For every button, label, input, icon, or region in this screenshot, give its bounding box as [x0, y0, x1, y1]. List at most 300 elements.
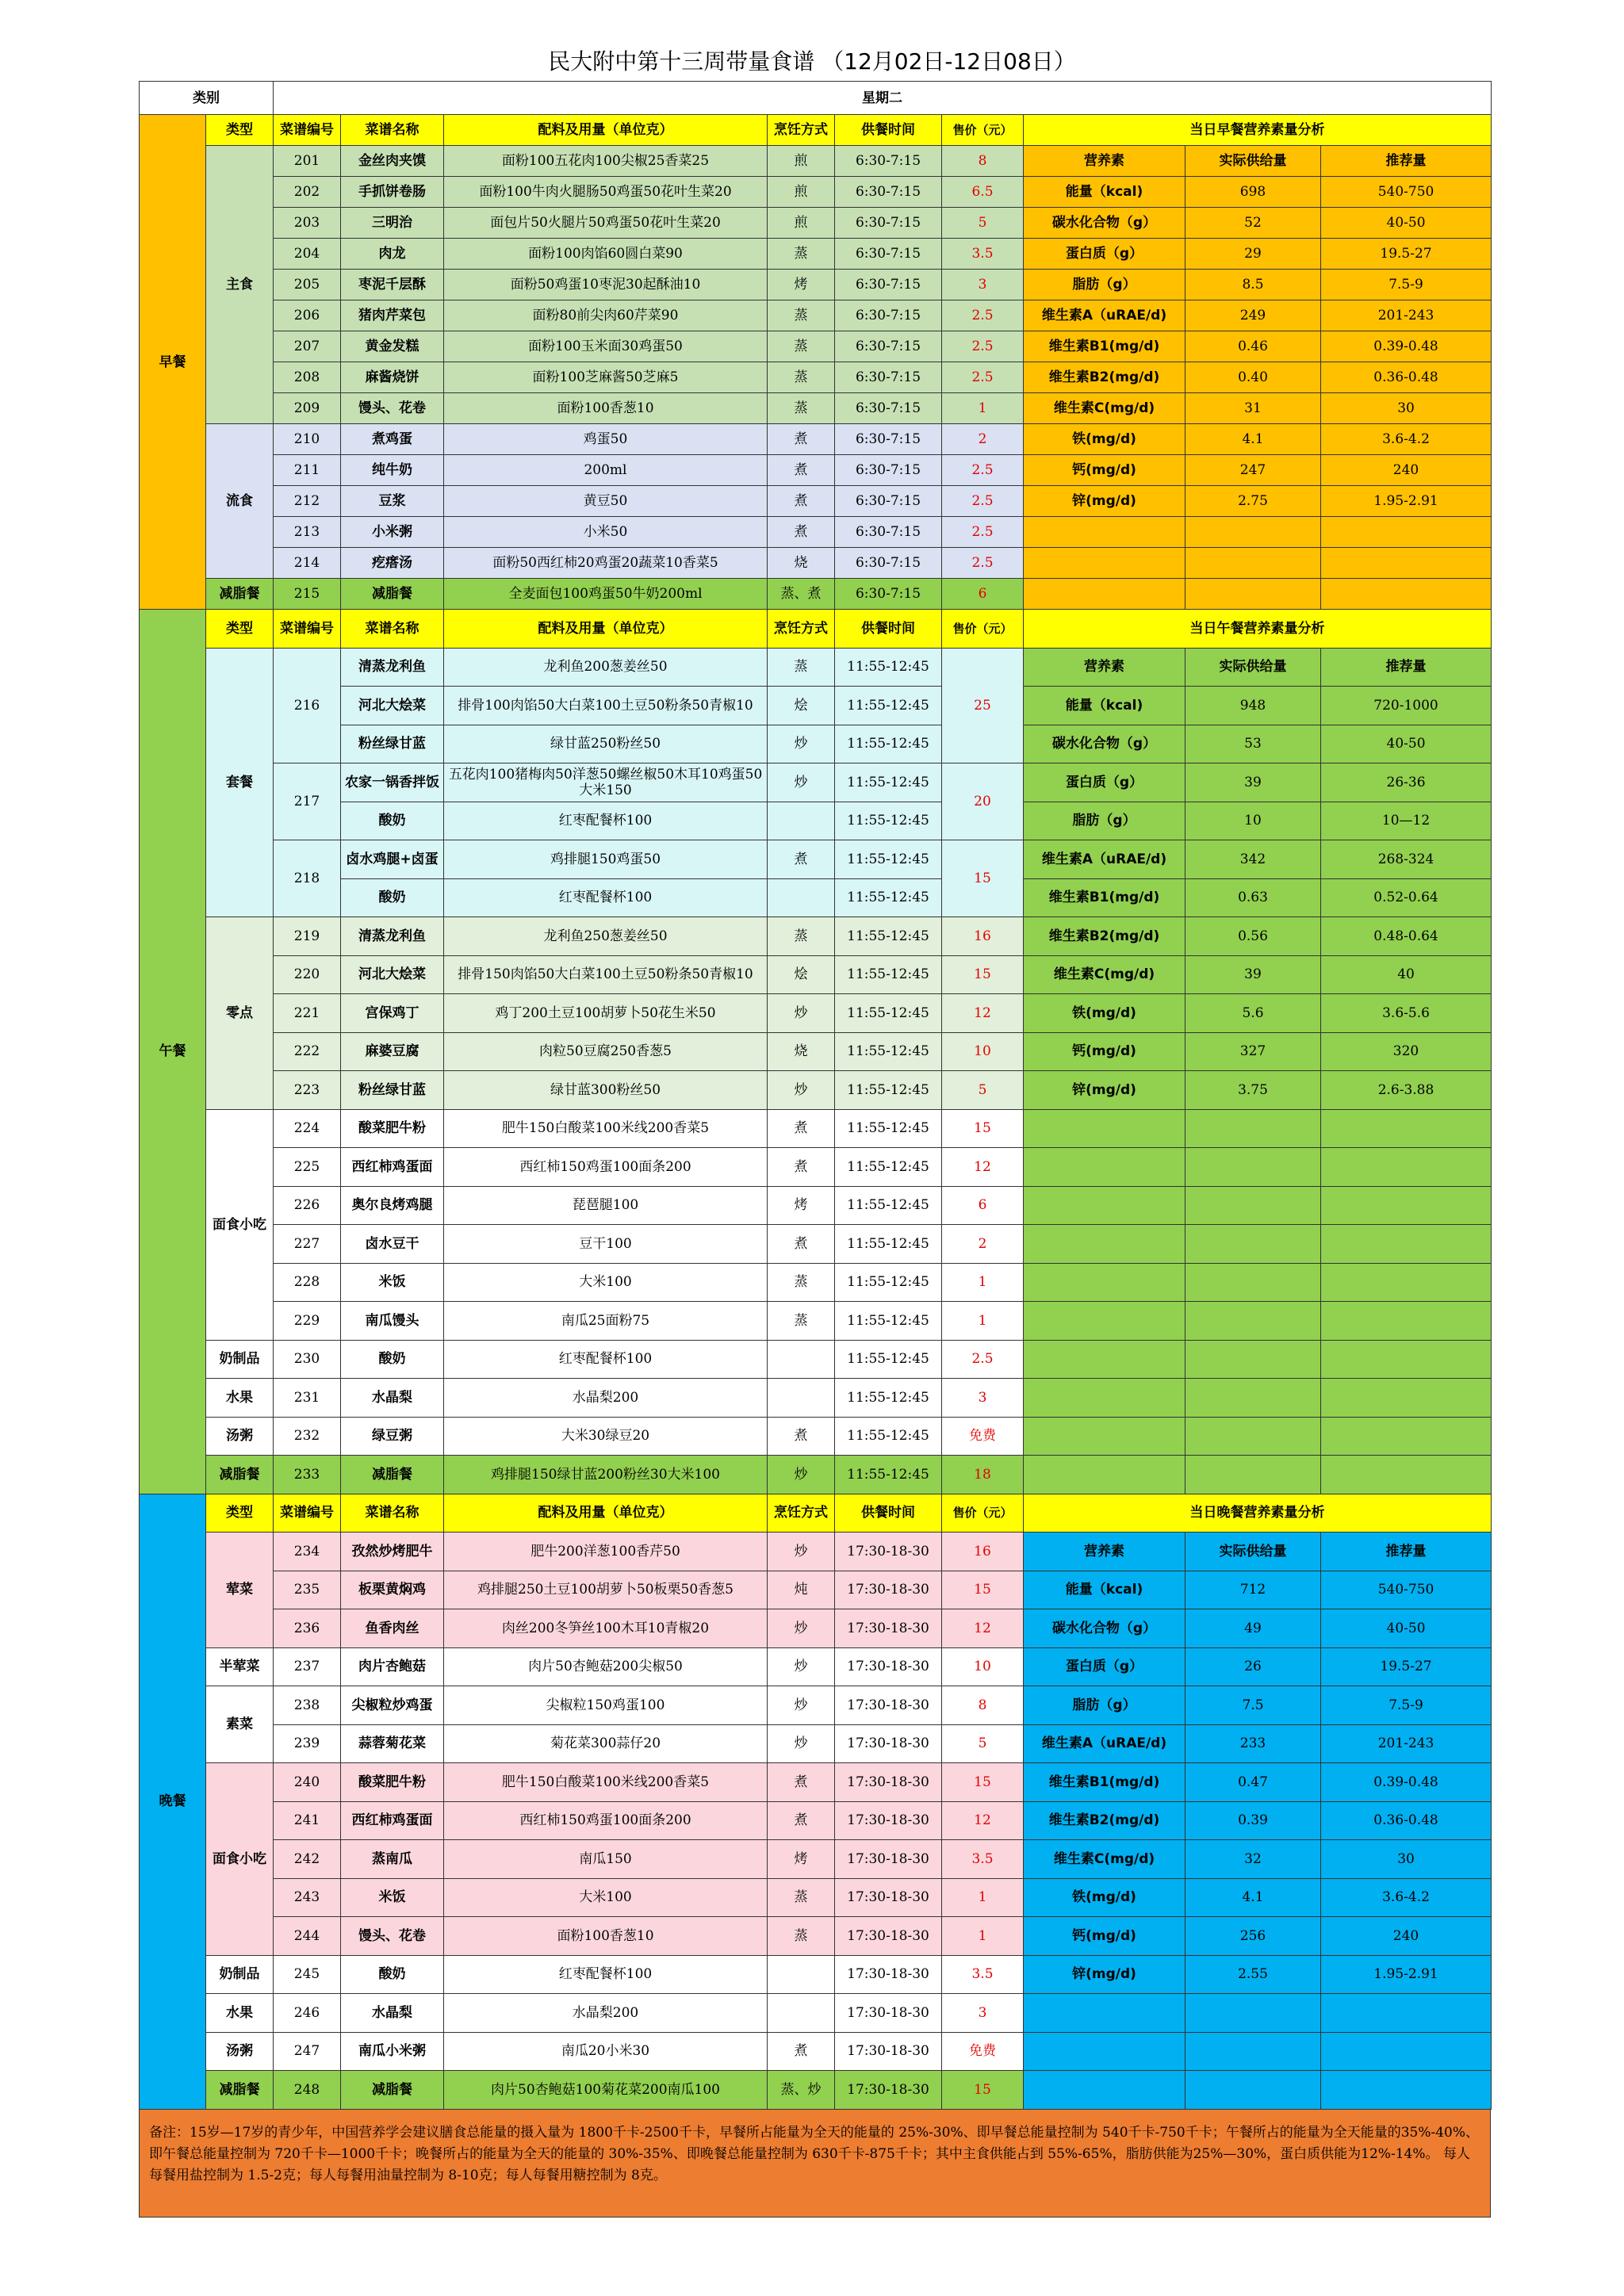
- table-row: [140, 1955, 1492, 1994]
- set-meal-price: 25: [942, 648, 1024, 763]
- table-row: [140, 840, 1492, 879]
- dish-price: 12: [942, 1801, 1024, 1840]
- nutrient-name: 维生素B1(mg/d): [1024, 1763, 1185, 1802]
- nutrient-name: 蛋白质（g）: [1024, 239, 1185, 270]
- empty-cell: [1321, 2032, 1492, 2071]
- nutrient-recommended: 7.5-9: [1321, 1686, 1492, 1725]
- dish-type: 面食小吃: [206, 1763, 274, 1956]
- dish-ingredients: 鸡排腿150绿甘蓝200粉丝30大米100: [444, 1456, 768, 1494]
- dish-price: 2: [942, 1225, 1024, 1264]
- dish-ingredients: 龙利鱼250葱姜丝50: [444, 917, 768, 956]
- nutrient-actual: 8.5: [1185, 270, 1321, 300]
- table-row: [140, 424, 1492, 455]
- nutrient-actual: 0.40: [1185, 362, 1321, 393]
- dish-code: 219: [274, 917, 341, 956]
- nutrient-actual: 247: [1185, 455, 1321, 486]
- dish-method: 煮: [768, 1225, 835, 1264]
- dish-price: 16: [942, 1533, 1024, 1571]
- dish-type: 荤菜: [206, 1533, 274, 1648]
- empty-cell: [1321, 1456, 1492, 1494]
- dish-price: 16: [942, 917, 1024, 956]
- dish-ingredients: 面粉100香葱10: [444, 1917, 768, 1956]
- dish-method: 烤: [768, 1186, 835, 1225]
- dish-method: 炒: [768, 1609, 835, 1648]
- empty-cell: [1185, 1994, 1321, 2033]
- dish-name: 米饭: [341, 1263, 444, 1302]
- empty-cell: [1321, 1379, 1492, 1418]
- nutrient-actual: 7.5: [1185, 1686, 1321, 1725]
- dish-ingredients: 西红柿150鸡蛋100面条200: [444, 1801, 768, 1840]
- dish-time: 11:55-12:45: [835, 725, 942, 763]
- empty-cell: [1185, 1263, 1321, 1302]
- table-row: [140, 648, 1492, 687]
- col-header-time: 供餐时间: [835, 115, 942, 146]
- empty-cell: [1185, 1456, 1321, 1494]
- table-row: [140, 1417, 1492, 1456]
- dish-ingredients: 南瓜25面粉75: [444, 1302, 768, 1341]
- dish-price: 5: [942, 208, 1024, 239]
- dish-time: 17:30-18-30: [835, 1801, 942, 1840]
- col-header-method: 烹饪方式: [768, 115, 835, 146]
- nutrient-name: 能量（kcal): [1024, 687, 1185, 725]
- dish-ingredients: 面粉100五花肉100尖椒25香菜25: [444, 146, 768, 177]
- empty-cell: [1024, 1456, 1185, 1494]
- nutrient-actual: 53: [1185, 725, 1321, 763]
- nutrient-recommended: 1.95-2.91: [1321, 1955, 1492, 1994]
- col-header-ingredients: 配料及用量（单位克）: [444, 1494, 768, 1533]
- dish-method: 蒸: [768, 648, 835, 687]
- dish-name: 南瓜小米粥: [341, 2032, 444, 2071]
- dish-method: 炒: [768, 763, 835, 802]
- dish-type: 半荤菜: [206, 1647, 274, 1686]
- dish-name: 水晶梨: [341, 1379, 444, 1418]
- dish-price: 3.5: [942, 1955, 1024, 1994]
- dish-type: 减脂餐: [206, 1456, 274, 1494]
- nutrient-name: 维生素C(mg/d): [1024, 393, 1185, 424]
- table-row: [140, 955, 1492, 994]
- dish-ingredients: 黄豆50: [444, 486, 768, 517]
- dish-code: 236: [274, 1609, 341, 1648]
- dish-method: 煮: [768, 1763, 835, 1802]
- table-row: [140, 1724, 1492, 1763]
- nutrient-actual: 712: [1185, 1571, 1321, 1609]
- dish-code: 228: [274, 1263, 341, 1302]
- empty-cell: [1024, 1186, 1185, 1225]
- dish-name: 麻酱烧饼: [341, 362, 444, 393]
- set-meal-code: 216: [274, 648, 341, 763]
- dish-code: 210: [274, 424, 341, 455]
- nutrient-recommended: 3.6-4.2: [1321, 1878, 1492, 1917]
- dish-time: 11:55-12:45: [835, 687, 942, 725]
- empty-cell: [1321, 1186, 1492, 1225]
- dish-time: 11:55-12:45: [835, 955, 942, 994]
- nutrient-recommended: 2.6-3.88: [1321, 1071, 1492, 1110]
- table-row: [140, 455, 1492, 486]
- dish-method: [768, 1379, 835, 1418]
- col-header-name: 菜谱名称: [341, 610, 444, 649]
- nutrient-recommended: 26-36: [1321, 763, 1492, 802]
- dish-price: 2.5: [942, 331, 1024, 362]
- empty-cell: [1321, 1109, 1492, 1148]
- dish-code: 241: [274, 1801, 341, 1840]
- empty-cell: [1185, 1379, 1321, 1418]
- nutrient-name: 蛋白质（g）: [1024, 763, 1185, 802]
- dish-method: [768, 878, 835, 917]
- dish-ingredients: 红枣配餐杯100: [444, 878, 768, 917]
- dish-time: 17:30-18-30: [835, 1647, 942, 1686]
- table-row: [140, 1878, 1492, 1917]
- dish-name: 农家一锅香拌饭: [341, 763, 444, 802]
- dish-method: 煮: [768, 486, 835, 517]
- table-row: [140, 687, 1492, 725]
- table-row: [140, 1647, 1492, 1686]
- dish-price: 10: [942, 1032, 1024, 1071]
- nutrient-recommended: 201-243: [1321, 1724, 1492, 1763]
- nutrient-name: 铁(mg/d): [1024, 994, 1185, 1033]
- dish-ingredients: 大米100: [444, 1263, 768, 1302]
- dish-price: 15: [942, 955, 1024, 994]
- nutrient-actual: 0.47: [1185, 1763, 1321, 1802]
- dish-ingredients: 肉片50杏鲍菇100菊花菜200南瓜100: [444, 2071, 768, 2110]
- table-row: [140, 517, 1492, 548]
- dish-ingredients: 小米50: [444, 517, 768, 548]
- dish-price: 1: [942, 1878, 1024, 1917]
- empty-cell: [1321, 1148, 1492, 1187]
- dish-code: 205: [274, 270, 341, 300]
- dish-price: 2.5: [942, 455, 1024, 486]
- empty-cell: [1024, 1417, 1185, 1456]
- dish-type: 水果: [206, 1994, 274, 2033]
- empty-cell: [1185, 1109, 1321, 1148]
- dish-code: 233: [274, 1456, 341, 1494]
- empty-cell: [1024, 517, 1185, 548]
- table-row: [140, 1994, 1492, 2033]
- dish-name: 酸奶: [341, 878, 444, 917]
- nutrient-recommended: 0.39-0.48: [1321, 331, 1492, 362]
- empty-cell: [1185, 1417, 1321, 1456]
- dish-code: 239: [274, 1724, 341, 1763]
- dish-method: 煮: [768, 1109, 835, 1148]
- dish-time: 6:30-7:15: [835, 270, 942, 300]
- dish-price: 1: [942, 1302, 1024, 1341]
- dish-time: 17:30-18-30: [835, 1994, 942, 2033]
- dish-price: 6: [942, 1186, 1024, 1225]
- dish-code: 240: [274, 1763, 341, 1802]
- dish-price: 免费: [942, 1417, 1024, 1456]
- nutrient-actual: 39: [1185, 955, 1321, 994]
- empty-cell: [1185, 2071, 1321, 2110]
- table-row: [140, 548, 1492, 579]
- table-row: [140, 1032, 1492, 1071]
- empty-cell: [1321, 1417, 1492, 1456]
- dish-code: 215: [274, 579, 341, 610]
- dish-name: 三明治: [341, 208, 444, 239]
- dish-name: 板栗黄焖鸡: [341, 1571, 444, 1609]
- nutrient-actual: 698: [1185, 177, 1321, 208]
- table-row: [140, 579, 1492, 610]
- nutrient-actual: 2.75: [1185, 486, 1321, 517]
- dish-code: 246: [274, 1994, 341, 2033]
- nutrient-header-recommended: 推荐量: [1321, 1533, 1492, 1571]
- table-row: [140, 2032, 1492, 2071]
- table-row: [140, 1071, 1492, 1110]
- meal-label-breakfast: 早餐: [140, 115, 206, 610]
- nutrient-recommended: 40-50: [1321, 725, 1492, 763]
- dish-time: 6:30-7:15: [835, 486, 942, 517]
- nutrient-name: 锌(mg/d): [1024, 1955, 1185, 1994]
- dish-time: 11:55-12:45: [835, 840, 942, 879]
- dish-ingredients: 菊花菜300蒜仔20: [444, 1724, 768, 1763]
- dish-name: 肉片杏鲍菇: [341, 1647, 444, 1686]
- col-header-code: 菜谱编号: [274, 1494, 341, 1533]
- dish-name: 酸奶: [341, 802, 444, 840]
- table-row: [140, 270, 1492, 300]
- empty-cell: [1024, 1302, 1185, 1341]
- dish-price: 1: [942, 393, 1024, 424]
- dish-code: 242: [274, 1840, 341, 1879]
- dish-time: 6:30-7:15: [835, 579, 942, 610]
- meal-label-dinner: 晚餐: [140, 1494, 206, 2109]
- nutrient-recommended: 240: [1321, 455, 1492, 486]
- dish-price: 3: [942, 1379, 1024, 1418]
- dish-method: 煮: [768, 840, 835, 879]
- dish-method: [768, 1340, 835, 1379]
- dish-time: 17:30-18-30: [835, 1840, 942, 1879]
- dish-method: 烩: [768, 687, 835, 725]
- nutrient-actual: 0.39: [1185, 1801, 1321, 1840]
- empty-cell: [1321, 517, 1492, 548]
- dish-name: 酸菜肥牛粉: [341, 1109, 444, 1148]
- empty-cell: [1321, 548, 1492, 579]
- dish-name: 疙瘩汤: [341, 548, 444, 579]
- empty-cell: [1185, 1148, 1321, 1187]
- dish-price: 6.5: [942, 177, 1024, 208]
- dish-ingredients: 肉片50杏鲍菇200尖椒50: [444, 1647, 768, 1686]
- nutrient-header-actual: 实际供给量: [1185, 648, 1321, 687]
- dish-price: 3.5: [942, 1840, 1024, 1879]
- nutrient-name: 锌(mg/d): [1024, 1071, 1185, 1110]
- table-row: [140, 208, 1492, 239]
- dish-name: 宫保鸡丁: [341, 994, 444, 1033]
- empty-cell: [1024, 548, 1185, 579]
- dish-name: 蒜蓉菊花菜: [341, 1724, 444, 1763]
- dish-name: 黄金发糕: [341, 331, 444, 362]
- dish-price: 10: [942, 1647, 1024, 1686]
- table-row: [140, 177, 1492, 208]
- day-header: 星期二: [274, 82, 1492, 115]
- dish-ingredients: 面粉100牛肉火腿肠50鸡蛋50花叶生菜20: [444, 177, 768, 208]
- column-header-row: [140, 115, 1492, 146]
- dish-name: 减脂餐: [341, 2071, 444, 2110]
- nutrient-name: 铁(mg/d): [1024, 424, 1185, 455]
- nutrient-actual: 3.75: [1185, 1071, 1321, 1110]
- empty-cell: [1024, 1148, 1185, 1187]
- table-row: [140, 1263, 1492, 1302]
- dish-ingredients: 红枣配餐杯100: [444, 802, 768, 840]
- table-row: [140, 1225, 1492, 1264]
- dish-name: 南瓜馒头: [341, 1302, 444, 1341]
- nutrient-actual: 26: [1185, 1647, 1321, 1686]
- dish-time: 6:30-7:15: [835, 424, 942, 455]
- dish-time: 17:30-18-30: [835, 1571, 942, 1609]
- dish-code: 225: [274, 1148, 341, 1187]
- dish-method: 炒: [768, 725, 835, 763]
- nutrient-header-recommended: 推荐量: [1321, 146, 1492, 177]
- dish-price: 8: [942, 146, 1024, 177]
- nutrient-recommended: 0.36-0.48: [1321, 362, 1492, 393]
- dish-code: 232: [274, 1417, 341, 1456]
- empty-cell: [1024, 1994, 1185, 2033]
- dish-code: 244: [274, 1917, 341, 1956]
- dish-ingredients: 全麦面包100鸡蛋50牛奶200ml: [444, 579, 768, 610]
- nutrient-actual: 32: [1185, 1840, 1321, 1879]
- dish-method: 煮: [768, 2032, 835, 2071]
- dish-code: 231: [274, 1379, 341, 1418]
- dish-ingredients: 面粉50鸡蛋10枣泥30起酥油10: [444, 270, 768, 300]
- col-header-ingredients: 配料及用量（单位克）: [444, 610, 768, 649]
- dish-ingredients: 肉丝200冬笋丝100木耳10青椒20: [444, 1609, 768, 1648]
- dish-name: 河北大烩菜: [341, 955, 444, 994]
- dish-time: 11:55-12:45: [835, 648, 942, 687]
- nutrient-name: 钙(mg/d): [1024, 1917, 1185, 1956]
- dish-method: 煎: [768, 177, 835, 208]
- table-row: [140, 2071, 1492, 2110]
- dish-time: 6:30-7:15: [835, 455, 942, 486]
- dish-price: 3: [942, 270, 1024, 300]
- empty-cell: [1321, 1340, 1492, 1379]
- col-header-price: 售价（元）: [942, 610, 1024, 649]
- nutrient-actual: 49: [1185, 1609, 1321, 1648]
- empty-cell: [1321, 1302, 1492, 1341]
- dish-time: 11:55-12:45: [835, 1302, 942, 1341]
- table-row: [140, 1609, 1492, 1648]
- dish-method: 煮: [768, 424, 835, 455]
- dish-time: 6:30-7:15: [835, 331, 942, 362]
- dish-price: 2.5: [942, 517, 1024, 548]
- dish-name: 卤水豆干: [341, 1225, 444, 1264]
- nutrient-actual: 342: [1185, 840, 1321, 879]
- dish-name: 奥尔良烤鸡腿: [341, 1186, 444, 1225]
- dish-code: 222: [274, 1032, 341, 1071]
- dish-code: 237: [274, 1647, 341, 1686]
- page-title: 民大附中第十三周带量食谱 （12月02日-12日08日）: [548, 48, 1076, 75]
- dish-method: [768, 1955, 835, 1994]
- dish-time: 11:55-12:45: [835, 878, 942, 917]
- dish-code: 235: [274, 1571, 341, 1609]
- dish-time: 11:55-12:45: [835, 1263, 942, 1302]
- dish-time: 6:30-7:15: [835, 300, 942, 331]
- dish-method: 煮: [768, 1148, 835, 1187]
- dish-name: 卤水鸡腿+卤蛋: [341, 840, 444, 879]
- dish-time: 6:30-7:15: [835, 393, 942, 424]
- nutrient-name: 维生素A（uRAE/d): [1024, 1724, 1185, 1763]
- dish-ingredients: 面粉80前尖肉60芹菜90: [444, 300, 768, 331]
- dish-method: 蒸: [768, 239, 835, 270]
- dish-name: 金丝肉夹馍: [341, 146, 444, 177]
- dish-ingredients: 面包片50火腿片50鸡蛋50花叶生菜20: [444, 208, 768, 239]
- dish-name: 酸奶: [341, 1955, 444, 1994]
- empty-cell: [1024, 1225, 1185, 1264]
- dish-method: 炒: [768, 1071, 835, 1110]
- dish-time: 6:30-7:15: [835, 239, 942, 270]
- dish-ingredients: 绿甘蓝250粉丝50: [444, 725, 768, 763]
- dish-method: 炒: [768, 994, 835, 1033]
- dish-ingredients: 鸡蛋50: [444, 424, 768, 455]
- dish-type: 奶制品: [206, 1340, 274, 1379]
- set-meal-code: 217: [274, 763, 341, 840]
- nutrient-name: 碳水化合物（g）: [1024, 1609, 1185, 1648]
- nutrient-recommended: 3.6-5.6: [1321, 994, 1492, 1033]
- dish-ingredients: 鸡排腿150鸡蛋50: [444, 840, 768, 879]
- col-header-type: 类型: [206, 115, 274, 146]
- dish-code: 229: [274, 1302, 341, 1341]
- nutrient-actual: 31: [1185, 393, 1321, 424]
- dish-name: 小米粥: [341, 517, 444, 548]
- table-row: [140, 300, 1492, 331]
- nutrient-name: 能量（kcal): [1024, 1571, 1185, 1609]
- dish-time: 17:30-18-30: [835, 1878, 942, 1917]
- dish-name: 豆浆: [341, 486, 444, 517]
- dish-code: 201: [274, 146, 341, 177]
- nutrient-actual: 10: [1185, 802, 1321, 840]
- dish-method: 蒸: [768, 1302, 835, 1341]
- nutrient-actual: 0.56: [1185, 917, 1321, 956]
- dish-method: 蒸: [768, 1917, 835, 1956]
- empty-cell: [1185, 517, 1321, 548]
- dish-price: 2: [942, 424, 1024, 455]
- dish-price: 15: [942, 2071, 1024, 2110]
- nutrient-recommended: 268-324: [1321, 840, 1492, 879]
- nutrient-name: 维生素A（uRAE/d): [1024, 300, 1185, 331]
- dish-code: 247: [274, 2032, 341, 2071]
- dish-time: 11:55-12:45: [835, 1379, 942, 1418]
- dish-time: 11:55-12:45: [835, 1148, 942, 1187]
- dish-ingredients: 排骨150肉馅50大白菜100土豆50粉条50青椒10: [444, 955, 768, 994]
- dish-method: 煮: [768, 517, 835, 548]
- dish-code: 221: [274, 994, 341, 1033]
- dish-code: 248: [274, 2071, 341, 2110]
- dish-name: 米饭: [341, 1878, 444, 1917]
- nutrient-actual: 0.46: [1185, 331, 1321, 362]
- dish-time: 11:55-12:45: [835, 994, 942, 1033]
- nutrient-name: 碳水化合物（g）: [1024, 725, 1185, 763]
- table-row: [140, 1379, 1492, 1418]
- nutrient-actual: 256: [1185, 1917, 1321, 1956]
- table-row: [140, 239, 1492, 270]
- dish-code: 230: [274, 1340, 341, 1379]
- nutrient-recommended: 320: [1321, 1032, 1492, 1071]
- nutrient-name: 碳水化合物（g）: [1024, 208, 1185, 239]
- table-row: [140, 331, 1492, 362]
- dish-type: 奶制品: [206, 1955, 274, 1994]
- dish-ingredients: 大米30绿豆20: [444, 1417, 768, 1456]
- dish-code: 203: [274, 208, 341, 239]
- dish-ingredients: 面粉100玉米面30鸡蛋50: [444, 331, 768, 362]
- dish-code: 220: [274, 955, 341, 994]
- dish-price: 8: [942, 1686, 1024, 1725]
- dish-time: 17:30-18-30: [835, 1763, 942, 1802]
- table-row: [140, 362, 1492, 393]
- dish-name: 孜然炒烤肥牛: [341, 1533, 444, 1571]
- dish-time: 17:30-18-30: [835, 1724, 942, 1763]
- nutrient-name: 维生素C(mg/d): [1024, 1840, 1185, 1879]
- meal-label-lunch: 午餐: [140, 610, 206, 1494]
- dish-time: 11:55-12:45: [835, 802, 942, 840]
- dish-name: 酸菜肥牛粉: [341, 1763, 444, 1802]
- nutrient-header-name: 营养素: [1024, 1533, 1185, 1571]
- nutrient-name: 维生素A（uRAE/d): [1024, 840, 1185, 879]
- table-row: [140, 1302, 1492, 1341]
